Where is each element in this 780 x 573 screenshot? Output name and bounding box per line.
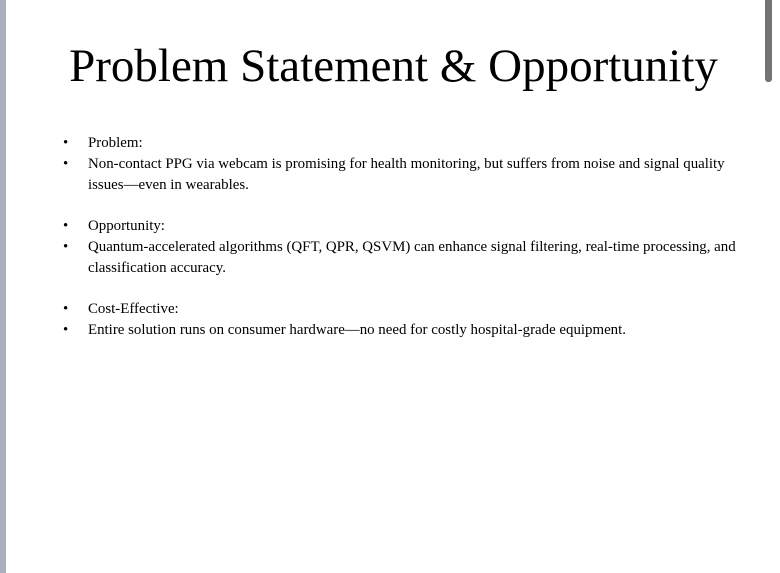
section-body: Entire solution runs on consumer hardware—no need for costly hospital-grade equipment. bbox=[88, 322, 626, 339]
section-opportunity bbox=[6, 216, 746, 278]
section-problem bbox=[6, 133, 746, 195]
section-cost-effective bbox=[6, 299, 746, 341]
bullet-icon: • bbox=[63, 218, 69, 235]
bullet-icon: • bbox=[63, 322, 69, 339]
list-item bbox=[6, 237, 746, 279]
scrollbar-thumb[interactable] bbox=[765, 0, 772, 82]
section-heading: Problem: bbox=[88, 135, 143, 151]
bullet-icon: • bbox=[63, 155, 69, 172]
section-heading: Opportunity: bbox=[88, 218, 165, 235]
scrollbar[interactable] bbox=[765, 0, 772, 573]
list-item bbox=[6, 216, 746, 237]
slide-canvas bbox=[6, 0, 765, 573]
section-heading: Cost-Effective: bbox=[88, 301, 179, 318]
list-item bbox=[6, 299, 746, 320]
bullet-list bbox=[6, 133, 746, 341]
section-body: Quantum-accelerated algorithms (QFT, QPR, QSVM) can enhance signal filtering, real-time processing, and classification accuracy. bbox=[88, 238, 736, 276]
list-item bbox=[6, 320, 746, 341]
bullet-icon: • bbox=[63, 301, 69, 318]
section-body: Non-contact PPG via webcam is promising for health monitoring, but suffers from noise and signal quality issues—even in wearables. bbox=[88, 155, 725, 193]
list-item bbox=[6, 133, 746, 154]
list-item bbox=[6, 154, 746, 196]
slide-title: Problem Statement & Opportunity bbox=[69, 40, 718, 92]
bullet-icon: • bbox=[63, 135, 69, 151]
bullet-icon: • bbox=[63, 238, 69, 255]
